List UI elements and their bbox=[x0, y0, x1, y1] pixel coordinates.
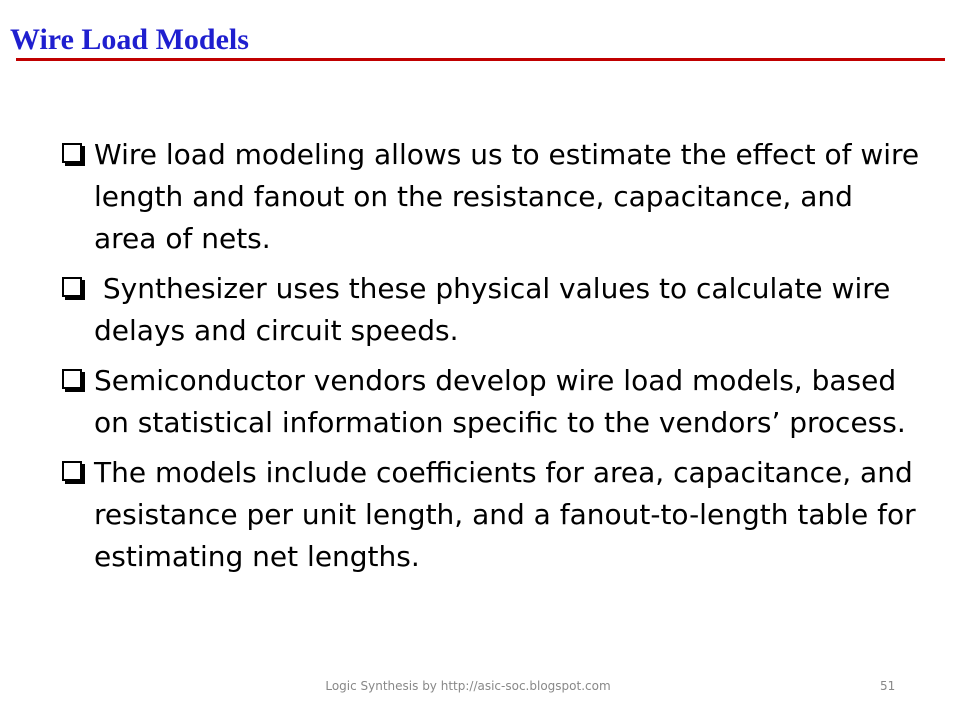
bullet-text: Semiconductor vendors develop wire load models, based on statistical information specific to the vendors’ process. bbox=[94, 364, 906, 439]
bullet-item bbox=[60, 268, 920, 352]
bullet-item bbox=[60, 360, 920, 444]
bullet-text: The models include coefficients for area, capacitance, and resistance per unit length, and a fanout-to-length table for estimating net lengths. bbox=[94, 456, 925, 573]
square-bullet-icon bbox=[62, 277, 82, 297]
bullet-item bbox=[60, 452, 925, 578]
slide-title: Wire Load Models bbox=[10, 23, 249, 56]
bullet-text: Synthesizer uses these physical values to calculate wire delays and circuit speeds. bbox=[94, 272, 900, 347]
bullet-text: Wire load modeling allows us to estimate the effect of wire length and fanout on the resistance, capacitance, and area of nets. bbox=[94, 138, 929, 255]
square-bullet-icon bbox=[62, 461, 82, 481]
title-underline-rule bbox=[16, 58, 945, 61]
square-bullet-icon bbox=[62, 143, 82, 163]
bullet-item bbox=[60, 134, 929, 260]
footer-text: Logic Synthesis by http://asic-soc.blogspot.com bbox=[325, 679, 611, 693]
page-number: 51 bbox=[880, 679, 896, 693]
bullet-list bbox=[60, 134, 929, 586]
square-bullet-icon bbox=[62, 369, 82, 389]
